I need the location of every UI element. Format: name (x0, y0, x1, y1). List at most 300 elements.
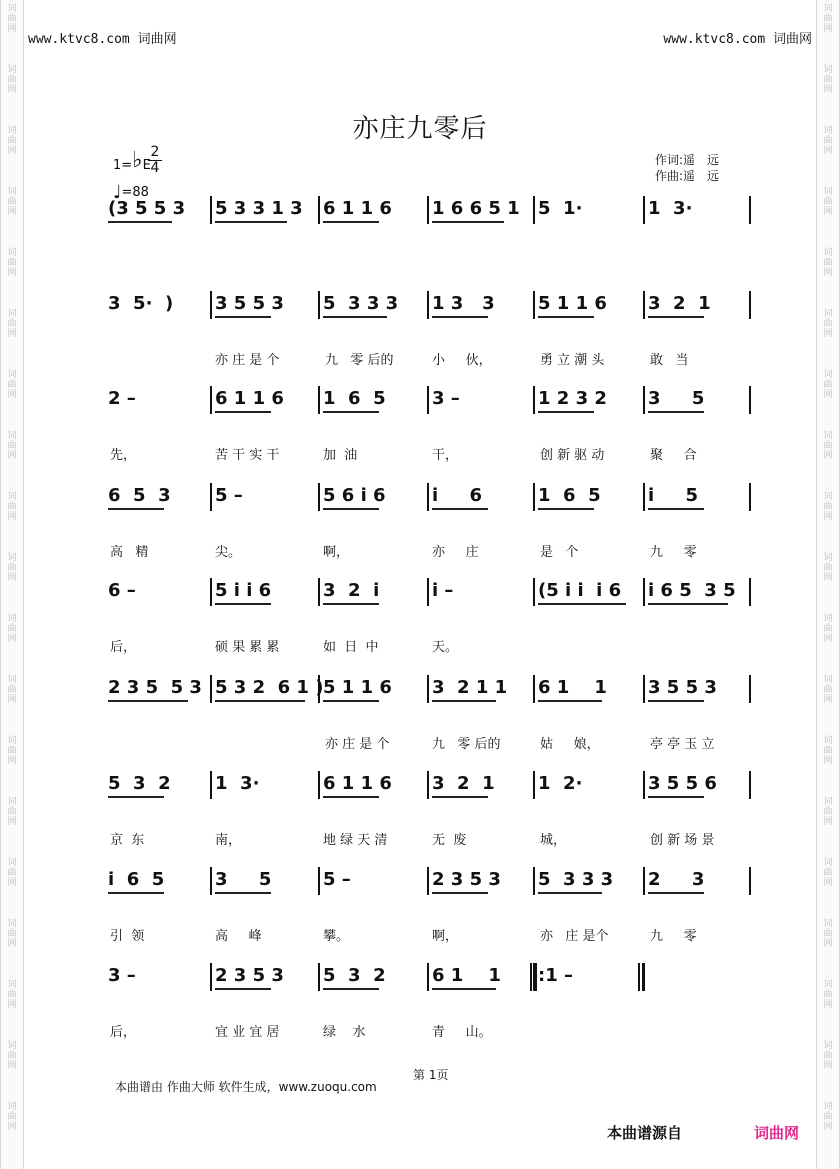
measure-notes: 3 5 (215, 869, 272, 890)
watermark-glyph: 词 (7, 858, 17, 868)
measure-notes: 6 1 1 6 (215, 388, 284, 409)
watermark-glyph: 词 (7, 675, 17, 685)
lyric-text: 引 领 (110, 929, 145, 944)
final-barline (642, 963, 645, 991)
watermark-glyph: 词 (7, 370, 17, 380)
lyric-text: 高 峰 (215, 929, 262, 944)
measure-notes: 1 6 5 (538, 485, 601, 506)
barline (318, 578, 320, 606)
beam-underline (648, 700, 704, 702)
watermark-glyph: 网 (823, 512, 833, 522)
barline (210, 675, 212, 703)
measure-notes: 3 – (108, 965, 136, 986)
beam-underline (215, 988, 271, 990)
beam-underline (323, 316, 387, 318)
beam-underline (215, 892, 271, 894)
beam-underline (323, 700, 379, 702)
watermark-glyph: 网 (7, 24, 17, 34)
barline (427, 386, 429, 414)
measure-notes: 3 – (432, 388, 460, 409)
watermark-glyph: 网 (823, 1122, 833, 1132)
lyric-text: 硕 果 累 累 (215, 640, 280, 655)
watermark-glyph: 网 (7, 695, 17, 705)
watermark-glyph: 曲 (7, 14, 17, 24)
barline (427, 867, 429, 895)
repeat-barline (530, 963, 532, 991)
watermark-glyph: 词 (823, 431, 833, 441)
measure-notes: 1 3· (215, 773, 260, 794)
measure-notes: 6 1 1 6 (323, 773, 392, 794)
beam-underline (108, 221, 172, 223)
barline (749, 386, 751, 414)
lyric-text: 九 零 后的 (432, 737, 501, 752)
measure-notes: 1 3· (648, 198, 693, 219)
measure-notes: 5 6 i 6 (323, 485, 386, 506)
barline (643, 867, 645, 895)
beam-underline (432, 700, 496, 702)
measure-notes: 1 6 6 5 1 (432, 198, 520, 219)
lyric-text: 先， (110, 448, 137, 463)
watermark-glyph: 网 (823, 573, 833, 583)
beam-underline (108, 892, 164, 894)
measure-notes: 3 2 1 (648, 293, 711, 314)
lyric-text: 啊， (323, 545, 350, 560)
measure-notes: 5 3 3 1 3 (215, 198, 303, 219)
beam-underline (108, 508, 164, 510)
barline (318, 963, 320, 991)
watermark-glyph: 词 (823, 187, 833, 197)
measure-notes: 5 1· (538, 198, 583, 219)
beam-underline (648, 892, 704, 894)
lyric-text: 敢 当 (650, 353, 689, 368)
measure-notes: 6 1 1 (538, 677, 607, 698)
watermark-glyph: 曲 (823, 14, 833, 24)
lyric-text: 南， (215, 833, 242, 848)
lyric-text: 干， (432, 448, 459, 463)
watermark-glyph: 网 (823, 817, 833, 827)
barline (210, 291, 212, 319)
watermark-glyph: 网 (7, 1061, 17, 1071)
watermark-glyph: 曲 (7, 929, 17, 939)
watermark-glyph: 词 (823, 370, 833, 380)
barline (643, 578, 645, 606)
barline (533, 196, 535, 224)
measure-notes: 1 2 3 2 (538, 388, 607, 409)
watermark-glyph: 词 (823, 675, 833, 685)
barline (427, 483, 429, 511)
watermark-glyph: 网 (823, 85, 833, 95)
measure-notes: 5 3 2 (108, 773, 171, 794)
lyric-text: 地 绿 天 清 (323, 833, 388, 848)
watermark-glyph: 词 (823, 309, 833, 319)
beam-underline (323, 508, 379, 510)
barline (210, 483, 212, 511)
measure-notes: 2 – (108, 388, 136, 409)
header-site-link-right[interactable]: www.ktvc8.com 词曲网 (663, 32, 812, 47)
barline (318, 867, 320, 895)
beam-underline (323, 603, 379, 605)
lyric-text: 加 油 (323, 448, 358, 463)
measure-notes: 3 5 5 3 (648, 677, 717, 698)
watermark-glyph: 网 (7, 939, 17, 949)
watermark-glyph: 网 (823, 146, 833, 156)
watermark-glyph: 词 (823, 65, 833, 75)
beam-underline (323, 221, 379, 223)
key-signature (113, 150, 151, 175)
watermark-glyph: 曲 (7, 380, 17, 390)
measure-notes: 3 2 1 1 (432, 677, 508, 698)
barline (533, 675, 535, 703)
watermark-glyph: 曲 (823, 1051, 833, 1061)
lyric-text: 亭 亭 玉 立 (650, 737, 715, 752)
watermark-glyph: 网 (7, 451, 17, 461)
watermark-glyph: 曲 (7, 868, 17, 878)
watermark-glyph: 网 (823, 878, 833, 888)
watermark-glyph: 曲 (823, 319, 833, 329)
beam-underline (215, 700, 305, 702)
watermark-glyph: 词 (7, 553, 17, 563)
measure-notes: i – (432, 580, 454, 601)
barline (427, 771, 429, 799)
measure-notes: 1 2· (538, 773, 583, 794)
barline (533, 483, 535, 511)
repeat-barline (535, 963, 537, 991)
watermark-glyph: 曲 (7, 258, 17, 268)
barline (749, 196, 751, 224)
lyric-text: 是 个 (540, 545, 579, 560)
watermark-glyph: 网 (823, 24, 833, 34)
watermark-glyph: 词 (7, 65, 17, 75)
watermark-glyph: 曲 (823, 258, 833, 268)
beam-underline (538, 316, 594, 318)
watermark-glyph: 网 (7, 207, 17, 217)
barline (318, 386, 320, 414)
barline (749, 291, 751, 319)
barline (749, 675, 751, 703)
watermark-glyph: 词 (823, 797, 833, 807)
watermark-glyph: 词 (7, 4, 17, 14)
watermark-glyph: 网 (7, 146, 17, 156)
meter-unit: 4 (148, 160, 162, 176)
lyric-text: 苦 干 实 干 (215, 448, 280, 463)
watermark-glyph: 词 (823, 4, 833, 14)
watermark-glyph: 曲 (7, 746, 17, 756)
watermark-glyph: 网 (7, 1122, 17, 1132)
watermark-glyph: 网 (823, 268, 833, 278)
watermark-glyph: 词 (7, 1041, 17, 1051)
watermark-glyph: 词 (823, 248, 833, 258)
watermark-glyph: 网 (7, 85, 17, 95)
watermark-glyph: 网 (823, 1061, 833, 1071)
lyric-text: 天。 (432, 640, 459, 655)
measure-notes: 5 3 3 3 (323, 293, 399, 314)
measure-notes: 5 1 1 6 (538, 293, 607, 314)
measure-notes: 5 – (323, 869, 351, 890)
barline (643, 196, 645, 224)
beam-underline (648, 508, 704, 510)
beam-underline (323, 796, 379, 798)
watermark-glyph: 词 (823, 858, 833, 868)
watermark-glyph: 网 (823, 939, 833, 949)
watermark-glyph: 网 (7, 329, 17, 339)
watermark-glyph: 词 (823, 919, 833, 929)
beam-underline (538, 700, 602, 702)
beam-underline (432, 221, 504, 223)
watermark-glyph: 词 (7, 126, 17, 136)
source-site-link[interactable]: 词曲网 (754, 1124, 800, 1142)
lyric-text: 尖。 (215, 545, 242, 560)
measure-notes: 5 3 2 6 1 ) (215, 677, 324, 698)
watermark-glyph: 网 (7, 634, 17, 644)
watermark-glyph: 网 (823, 634, 833, 644)
barline (427, 963, 429, 991)
barline (427, 196, 429, 224)
lyric-text: 勇 立 潮 头 (540, 353, 605, 368)
beam-underline (323, 411, 379, 413)
beam-underline (538, 411, 594, 413)
watermark-glyph: 词 (7, 1102, 17, 1112)
measure-notes: 3 5 5 6 (648, 773, 717, 794)
watermark-glyph: 网 (823, 695, 833, 705)
barline (643, 675, 645, 703)
left-watermark-strip (0, 0, 24, 1169)
watermark-glyph: 词 (823, 1041, 833, 1051)
flat-symbol: ♭ (132, 148, 143, 173)
measure-notes: 5 1 1 6 (323, 677, 392, 698)
watermark-glyph: 曲 (823, 563, 833, 573)
watermark-glyph: 词 (7, 736, 17, 746)
measure-notes: (5 i i i 6 (538, 580, 622, 601)
watermark-glyph: 曲 (7, 685, 17, 695)
lyric-text: 啊， (432, 929, 459, 944)
credits (655, 152, 719, 184)
watermark-glyph: 曲 (823, 990, 833, 1000)
barline (533, 291, 535, 319)
watermark-glyph: 词 (7, 614, 17, 624)
watermark-glyph: 词 (823, 980, 833, 990)
lyric-text: 后， (110, 1025, 137, 1040)
watermark-glyph: 网 (7, 390, 17, 400)
watermark-glyph: 曲 (823, 746, 833, 756)
watermark-glyph: 网 (7, 512, 17, 522)
beam-underline (538, 892, 602, 894)
barline (643, 291, 645, 319)
measure-notes: 5 3 3 3 (538, 869, 614, 890)
watermark-glyph: 词 (7, 797, 17, 807)
barline (533, 386, 535, 414)
watermark-glyph: 曲 (7, 624, 17, 634)
lyric-text: 小 伙， (432, 353, 492, 368)
watermark-glyph: 网 (823, 756, 833, 766)
beam-underline (648, 411, 704, 413)
measure-notes: 3 2 1 (432, 773, 495, 794)
barline (643, 771, 645, 799)
barline (210, 578, 212, 606)
measure-notes: i 6 (432, 485, 483, 506)
watermark-glyph: 网 (7, 878, 17, 888)
watermark-glyph: 词 (823, 492, 833, 502)
barline (749, 771, 751, 799)
watermark-glyph: 网 (823, 1000, 833, 1010)
measure-notes: i 6 5 3 5 (648, 580, 736, 601)
lyric-text: 绿 水 (323, 1025, 366, 1040)
barline (210, 867, 212, 895)
lyric-text: 亦 庄 (432, 545, 479, 560)
beam-underline (432, 988, 496, 990)
measure-notes: i 6 5 (108, 869, 165, 890)
lyric-text: 亦 庄 是 个 (215, 353, 280, 368)
final-barline (638, 963, 640, 991)
lyric-text: 如 日 中 (323, 640, 379, 655)
lyric-text: 无 废 (432, 833, 467, 848)
lyric-text: 宜 业 宜 居 (215, 1025, 280, 1040)
beam-underline (432, 892, 488, 894)
watermark-glyph: 曲 (823, 1112, 833, 1122)
barline (533, 578, 535, 606)
watermark-glyph: 曲 (7, 990, 17, 1000)
key-prefix: 1= (113, 158, 133, 173)
song-title: 亦庄九零后 (352, 114, 488, 144)
key-letter: E (142, 158, 151, 173)
barline (427, 675, 429, 703)
watermark-glyph: 词 (7, 431, 17, 441)
barline (318, 291, 320, 319)
barline (210, 963, 212, 991)
lyric-text: 后， (110, 640, 137, 655)
measure-notes: 1 6 5 (323, 388, 386, 409)
watermark-glyph: 曲 (823, 75, 833, 85)
watermark-glyph: 曲 (7, 136, 17, 146)
meter-beats: 2 (150, 144, 160, 160)
quarter-note-icon: ♩ (113, 182, 122, 203)
beam-underline (432, 508, 488, 510)
watermark-glyph: 词 (7, 187, 17, 197)
watermark-glyph: 曲 (823, 685, 833, 695)
measure-notes: (3 5 5 3 (108, 198, 186, 219)
measure-notes: 3 5 5 3 (215, 293, 284, 314)
beam-underline (215, 221, 287, 223)
measure-notes: 2 3 5 3 (215, 965, 284, 986)
watermark-glyph: 词 (823, 1102, 833, 1112)
tempo-value: =88 (121, 185, 149, 200)
beam-underline (538, 508, 594, 510)
measure-notes: 5 – (215, 485, 243, 506)
measure-notes: 6 5 3 (108, 485, 171, 506)
barline (318, 771, 320, 799)
measure-notes: :1 – (538, 965, 573, 986)
beam-underline (215, 316, 271, 318)
measure-notes: 3 2 i (323, 580, 380, 601)
watermark-glyph: 词 (7, 248, 17, 258)
barline (318, 483, 320, 511)
watermark-glyph: 曲 (823, 136, 833, 146)
watermark-glyph: 曲 (7, 75, 17, 85)
barline (749, 578, 751, 606)
measure-notes: i 5 (648, 485, 699, 506)
beam-underline (648, 603, 728, 605)
watermark-glyph: 曲 (823, 624, 833, 634)
measure-notes: 6 1 1 6 (323, 198, 392, 219)
beam-underline (108, 700, 188, 702)
watermark-glyph: 网 (7, 573, 17, 583)
watermark-glyph: 网 (7, 268, 17, 278)
lyric-text: 亦 庄 是 个 (325, 737, 390, 752)
watermark-glyph: 曲 (7, 1112, 17, 1122)
measure-notes: 6 – (108, 580, 136, 601)
barline (643, 483, 645, 511)
lyric-text: 京 东 (110, 833, 145, 848)
right-watermark-strip (816, 0, 840, 1169)
barline (210, 386, 212, 414)
lyric-text: 姑 娘， (540, 737, 600, 752)
measure-notes: 6 1 1 (432, 965, 501, 986)
beam-underline (215, 603, 271, 605)
measure-notes: 2 3 5 5 3 (108, 677, 202, 698)
watermark-glyph: 曲 (823, 868, 833, 878)
watermark-glyph: 词 (823, 126, 833, 136)
beam-underline (648, 796, 704, 798)
watermark-glyph: 词 (7, 919, 17, 929)
lyric-text: 九 零 后的 (325, 353, 394, 368)
watermark-glyph: 曲 (7, 441, 17, 451)
measure-notes: 5 3 2 (323, 965, 386, 986)
barline (533, 867, 535, 895)
measure-notes: 3 5 (648, 388, 705, 409)
beam-underline (538, 603, 626, 605)
watermark-glyph: 词 (7, 492, 17, 502)
watermark-glyph: 网 (823, 390, 833, 400)
watermark-glyph: 网 (823, 451, 833, 461)
barline (210, 196, 212, 224)
barline (749, 867, 751, 895)
watermark-glyph: 网 (7, 817, 17, 827)
page-number: 第 1页 (413, 1068, 449, 1082)
measure-notes: 3 5· ) (108, 293, 174, 314)
watermark-glyph: 网 (7, 756, 17, 766)
header-site-link-left[interactable]: www.ktvc8.com 词曲网 (28, 32, 177, 47)
lyric-text: 城， (540, 833, 567, 848)
beam-underline (215, 411, 271, 413)
lyric-text: 亦 庄 是个 (540, 929, 609, 944)
watermark-glyph: 曲 (823, 380, 833, 390)
barline (749, 483, 751, 511)
watermark-glyph: 网 (823, 329, 833, 339)
beam-underline (323, 988, 379, 990)
generator-note: 本曲谱由 作曲大师 软件生成，www.zuoqu.com (115, 1080, 377, 1094)
watermark-glyph: 曲 (7, 1051, 17, 1061)
watermark-glyph: 曲 (823, 441, 833, 451)
watermark-glyph: 网 (823, 207, 833, 217)
lyric-text: 青 山。 (432, 1025, 492, 1040)
measure-notes: 2 3 5 3 (432, 869, 501, 890)
barline (643, 386, 645, 414)
measure-notes: 1 3 3 (432, 293, 495, 314)
lyric-text: 创 新 场 景 (650, 833, 715, 848)
beam-underline (108, 796, 164, 798)
time-signature (148, 145, 162, 176)
measure-notes: 2 3 (648, 869, 705, 890)
beam-underline (432, 316, 488, 318)
beam-underline (432, 796, 488, 798)
watermark-glyph: 词 (823, 553, 833, 563)
lyric-text: 聚 合 (650, 448, 697, 463)
watermark-glyph: 词 (7, 309, 17, 319)
watermark-glyph: 曲 (823, 929, 833, 939)
watermark-glyph: 词 (823, 614, 833, 624)
lyric-text: 攀。 (323, 929, 350, 944)
watermark-glyph: 曲 (7, 319, 17, 329)
lyric-text: 创 新 驱 动 (540, 448, 605, 463)
